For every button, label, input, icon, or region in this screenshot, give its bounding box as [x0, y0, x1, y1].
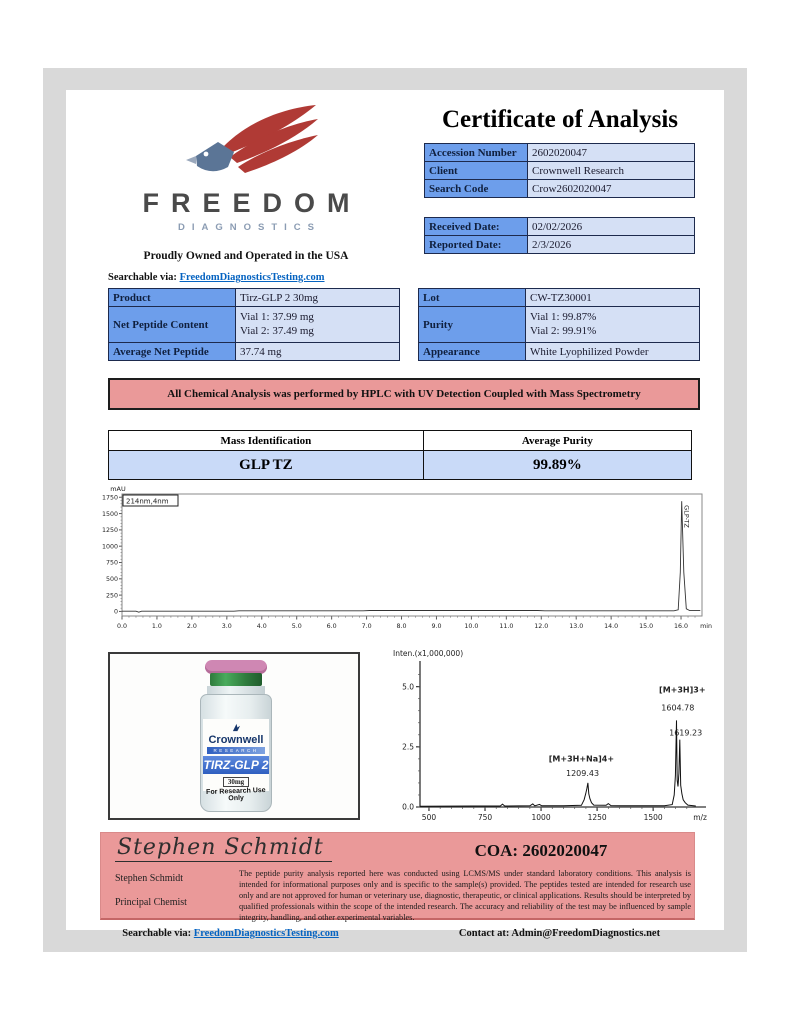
svg-text:1604.78: 1604.78 — [661, 703, 695, 713]
avg-purity-value: 99.89% — [423, 451, 691, 480]
search-code-label: Search Code — [425, 180, 528, 198]
mass-id-value: GLP TZ — [109, 451, 424, 480]
freedom-logo — [86, 104, 406, 233]
svg-text:1500: 1500 — [643, 813, 663, 822]
search-code-value: Crow2602020047 — [528, 180, 695, 198]
purity-label: Purity — [419, 307, 526, 343]
footer-signature-block — [100, 832, 695, 920]
mass-id-header: Mass Identification — [109, 431, 424, 451]
svg-text:750: 750 — [477, 813, 493, 822]
svg-text:2.0: 2.0 — [186, 623, 197, 630]
svg-text:9.0: 9.0 — [431, 623, 442, 630]
vial-brand: Crownwell — [203, 719, 269, 746]
searchable-line-bottom: Searchable via: FreedomDiagnosticsTesting.com — [122, 928, 339, 939]
searchable-line-top — [108, 272, 325, 283]
product-value: Tirz-GLP 2 30mg — [236, 289, 400, 307]
svg-text:[M+3H]3+: [M+3H]3+ — [659, 685, 706, 695]
svg-text:2.5: 2.5 — [402, 742, 414, 752]
reported-date-value: 2/3/2026 — [528, 236, 695, 254]
hplc-chromatogram-chart — [94, 484, 716, 642]
svg-text:3.0: 3.0 — [221, 623, 232, 630]
mass-spectrum-chart — [390, 645, 710, 831]
svg-text:500: 500 — [105, 576, 118, 584]
page-frame — [43, 68, 747, 952]
svg-text:1.0: 1.0 — [151, 623, 162, 630]
svg-text:12.0: 12.0 — [534, 623, 549, 630]
product-table — [108, 288, 400, 361]
avg-net-peptide-value: 37.74 mg — [236, 343, 400, 361]
searchable-label: Searchable via: — [108, 272, 177, 283]
net-peptide-label: Net Peptide Content — [109, 307, 236, 343]
mass-identification-table — [108, 430, 692, 480]
svg-text:14.0: 14.0 — [604, 623, 619, 630]
svg-text:8.0: 8.0 — [396, 623, 407, 630]
svg-text:mAU: mAU — [110, 485, 126, 493]
svg-text:5.0: 5.0 — [291, 623, 302, 630]
vial-product-name: TIRZ-GLP 2 — [203, 758, 269, 772]
svg-text:214nm,4nm: 214nm,4nm — [126, 497, 169, 506]
client-label: Client — [425, 162, 528, 180]
svg-text:0: 0 — [113, 608, 118, 616]
searchable-link-top[interactable]: FreedomDiagnosticsTesting.com — [179, 272, 325, 283]
searchable-link-bottom[interactable]: FreedomDiagnosticsTesting.com — [193, 928, 339, 939]
vial-cap — [205, 660, 267, 674]
svg-text:13.0: 13.0 — [569, 623, 584, 630]
svg-text:16.0: 16.0 — [674, 623, 689, 630]
svg-text:1250: 1250 — [101, 527, 118, 535]
product-label: Product — [109, 289, 236, 307]
svg-text:750: 750 — [105, 559, 118, 567]
vial-cap-ring — [210, 673, 262, 686]
coa-number: COA: 2602020047 — [474, 841, 608, 860]
accession-number-value: 2602020047 — [528, 144, 695, 162]
disclaimer-text: The peptide purity analysis reported here was conducted using LCMS/MS under standard laboratory conditions. This analysis is intended for informational purposes only and is specific to the sample(s) provided. The peptides tested are intended for research use only and are not approved for human or veterinary use, diagnostic, therapeutic, or clinical applications. Results should be interpreted by qualified professionals within the scope of the intended research. The accuracy and reliability of the test may be influenced by sample integrity, handling, and other experimental variables. — [239, 869, 691, 922]
client-value: Crownwell Research — [528, 162, 695, 180]
svg-text:1250: 1250 — [587, 813, 607, 822]
chemist-role: Principal Chemist — [115, 897, 187, 908]
appearance-label: Appearance — [419, 343, 526, 361]
svg-text:15.0: 15.0 — [639, 623, 654, 630]
svg-text:GLP-TZ: GLP-TZ — [682, 505, 691, 528]
net-peptide-value: Vial 1: 37.99 mg Vial 2: 37.49 mg — [236, 307, 400, 343]
received-date-label: Received Date: — [425, 218, 528, 236]
svg-text:1000: 1000 — [531, 813, 551, 822]
chemist-name: Stephen Schmidt — [115, 873, 184, 884]
vial-body — [200, 694, 272, 812]
certificate-sheet — [66, 90, 724, 939]
tagline: Proudly Owned and Operated in the USA — [143, 250, 349, 262]
lot-value: CW-TZ30001 — [526, 289, 700, 307]
svg-text:0.0: 0.0 — [116, 623, 128, 630]
svg-text:[M+3H+Na]4+: [M+3H+Na]4+ — [548, 754, 615, 764]
dates-table — [424, 217, 695, 254]
svg-text:1750: 1750 — [101, 494, 118, 502]
vial-photo — [108, 652, 360, 820]
vial-dose: 30mg — [223, 777, 249, 787]
svg-text:Inten.(x1,000,000): Inten.(x1,000,000) — [393, 649, 464, 658]
svg-text:0.0: 0.0 — [402, 802, 414, 812]
svg-text:1500: 1500 — [101, 510, 118, 518]
reported-date-label: Reported Date: — [425, 236, 528, 254]
svg-text:11.0: 11.0 — [499, 623, 514, 630]
avg-purity-header: Average Purity — [423, 431, 691, 451]
svg-text:min: min — [700, 623, 712, 630]
avg-net-peptide-label: Average Net Peptide — [109, 343, 236, 361]
svg-text:4.0: 4.0 — [256, 623, 267, 630]
svg-text:6.0: 6.0 — [326, 623, 337, 630]
contact-line: Contact at: Admin@FreedomDiagnostics.net — [458, 928, 661, 939]
received-date-value: 02/02/2026 — [528, 218, 695, 236]
lot-table — [418, 288, 700, 361]
vial-brand-sub: RESEARCH — [207, 747, 265, 754]
svg-text:7.0: 7.0 — [361, 623, 372, 630]
bottom-contact-line — [66, 928, 724, 939]
accession-number-label: Accession Number — [425, 144, 528, 162]
eagle-logo-icon — [166, 104, 326, 186]
vial — [193, 660, 279, 814]
analysis-method-banner: All Chemical Analysis was performed by HPLC with UV Detection Coupled with Mass Spectrometry — [108, 378, 700, 410]
vial-label — [203, 719, 269, 803]
appearance-value: White Lyophilized Powder — [526, 343, 700, 361]
accession-table — [424, 143, 695, 198]
logo-subtext: DIAGNOSTICS — [178, 222, 321, 233]
svg-text:1000: 1000 — [101, 543, 118, 551]
svg-text:m/z: m/z — [693, 813, 707, 822]
logo-wordmark: FREEDOM — [142, 188, 362, 218]
signature: Stephen Schmidt — [115, 835, 332, 862]
svg-text:500: 500 — [421, 813, 437, 822]
crownwell-logo-icon — [232, 723, 241, 732]
svg-text:250: 250 — [105, 592, 118, 600]
svg-text:1209.43: 1209.43 — [565, 769, 600, 779]
svg-text:10.0: 10.0 — [464, 623, 479, 630]
lot-label: Lot — [419, 289, 526, 307]
purity-value: Vial 1: 99.87% Vial 2: 99.91% — [526, 307, 700, 343]
page-title: Certificate of Analysis — [441, 106, 679, 133]
vial-note: For Research Use Only — [206, 786, 266, 803]
svg-text:5.0: 5.0 — [402, 682, 414, 692]
svg-text:1619.23: 1619.23 — [669, 728, 703, 738]
